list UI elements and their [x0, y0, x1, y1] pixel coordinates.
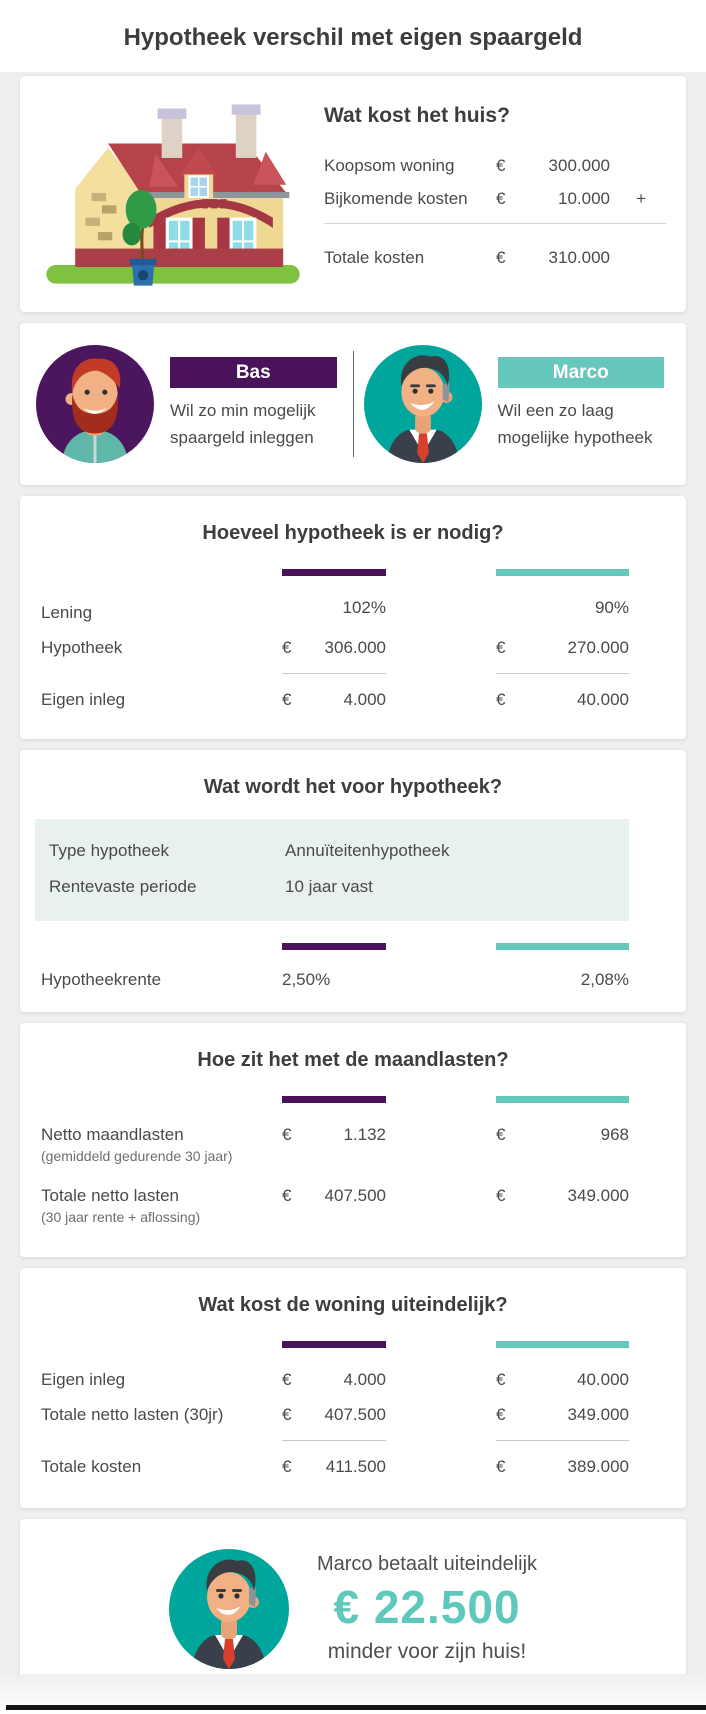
row-sublabel: (30 jaar rente + aflossing): [41, 1208, 201, 1225]
bas-value: 411.500: [325, 1456, 386, 1476]
currency-symbol: €: [496, 248, 506, 267]
currency-symbol: €: [282, 1404, 292, 1424]
row-sublabel: (gemiddeld gedurende 30 jaar): [41, 1147, 233, 1164]
cost-label: Totale kosten: [324, 248, 425, 267]
marco-value: 90%: [594, 597, 629, 617]
bas-color-bar: [282, 1096, 386, 1103]
row-netto-maandlasten: [20, 1125, 686, 1164]
bas-value: 102%: [342, 597, 386, 617]
bas-value: 407.500: [324, 1185, 386, 1205]
bas-description: Wil zo min mogelijk spaargeld inleggen: [170, 400, 316, 447]
mortgage-type-card: [20, 750, 686, 1012]
cost-row-koopsom: [324, 156, 666, 176]
marco-avatar-icon: [364, 345, 482, 463]
cost-value: 300.000: [548, 156, 610, 175]
mortgage-type-title: Wat wordt het voor hypotheek?: [203, 775, 503, 798]
info-label: Type hypotheek: [49, 840, 170, 860]
row-label: Lening: [41, 602, 93, 622]
mortgage-need-card: [20, 496, 686, 739]
info-label: Rentevaste periode: [49, 876, 197, 896]
comparison-bars: [20, 1096, 686, 1103]
info-value: Annuïteitenhypotheek: [285, 840, 450, 860]
persons-card: [20, 323, 686, 485]
page-header: [0, 0, 706, 72]
row-eigen-inleg: [20, 690, 686, 710]
house-cost-card: [20, 76, 686, 312]
row-rentevaste-periode: [35, 869, 629, 905]
marco-value: 40.000: [577, 1369, 629, 1389]
conclusion-amount: € 22.500: [333, 1581, 521, 1634]
row-totale-kosten: [20, 1457, 686, 1477]
conclusion-line2: minder voor zijn huis!: [327, 1640, 527, 1664]
comparison-bars: [20, 943, 686, 950]
currency-symbol: €: [282, 689, 292, 709]
row-label: Eigen inleg: [41, 1369, 126, 1389]
house-illustration: [34, 90, 312, 296]
comparison-bars: [20, 569, 686, 576]
currency-symbol: €: [282, 1185, 292, 1205]
row-label: Hypotheekrente: [41, 969, 162, 989]
bas-info: [170, 357, 337, 451]
row-label: Netto maandlasten: [41, 1124, 184, 1144]
currency-symbol: €: [496, 189, 506, 208]
currency-symbol: €: [496, 689, 506, 709]
currency-symbol: €: [496, 1185, 506, 1205]
bas-value: 4.000: [343, 1369, 386, 1389]
page-title: Hypotheek verschil met eigen spaargeld: [123, 24, 583, 51]
marco-name-badge: Marco: [498, 357, 665, 388]
bas-avatar-icon: [36, 345, 154, 463]
currency-symbol: €: [282, 1124, 292, 1144]
bas-name-badge: Bas: [170, 357, 337, 388]
marco-color-bar: [496, 943, 629, 950]
cost-value: 310.000: [548, 248, 610, 267]
marco-avatar: [169, 1549, 289, 1669]
bas-color-bar: [282, 569, 386, 576]
row-hypotheek: [20, 638, 686, 658]
row-lening: [20, 598, 686, 623]
marco-value: 389.000: [567, 1456, 629, 1476]
house-icon: [34, 90, 312, 296]
cost-label: Bijkomende kosten: [324, 189, 468, 208]
row-label: Totale netto lasten (30jr): [41, 1404, 224, 1424]
bas-color-bar: [282, 943, 386, 950]
comparison-bars: [20, 1341, 686, 1348]
sum-divider-row: [20, 1440, 686, 1441]
bas-value: 1.132: [343, 1124, 386, 1144]
plus-operator: +: [636, 189, 646, 208]
marco-value: 270.000: [567, 637, 629, 657]
mortgage-need-title: Hoeveel hypotheek is er nodig?: [202, 521, 504, 544]
cost-row-bijkomend: [324, 189, 666, 209]
row-label: Eigen inleg: [41, 689, 126, 709]
bas-avatar: [36, 345, 154, 463]
row-totale-netto-lasten: [20, 1186, 686, 1225]
bas-value: 306.000: [324, 637, 386, 657]
person-marco: [364, 345, 671, 463]
vertical-divider: [353, 351, 354, 457]
marco-color-bar: [496, 1341, 629, 1348]
marco-info: [498, 357, 665, 451]
monthly-costs-title: Hoe zit het met de maandlasten?: [197, 1048, 509, 1071]
currency-symbol: €: [496, 637, 506, 657]
final-cost-card: [20, 1268, 686, 1508]
currency-symbol: €: [496, 1456, 506, 1476]
currency-symbol: €: [282, 1456, 292, 1476]
mortgage-type-info-box: [35, 819, 629, 921]
marco-value: 349.000: [567, 1404, 629, 1424]
marco-avatar-icon: [169, 1549, 289, 1669]
row-hypotheekrente: [20, 970, 686, 990]
currency-symbol: €: [282, 1369, 292, 1389]
marco-description: Wil een zo laag mogelijke hypotheek: [497, 400, 653, 447]
conclusion-card: [20, 1519, 686, 1699]
conclusion-line1: Marco betaalt uiteindelijk: [316, 1553, 538, 1576]
marco-value: 40.000: [577, 689, 629, 709]
cost-label: Koopsom woning: [324, 156, 455, 175]
marco-value: 349.000: [567, 1185, 629, 1205]
person-bas: [36, 345, 343, 463]
currency-symbol: €: [282, 637, 292, 657]
marco-color-bar: [496, 569, 629, 576]
row-label: Totale kosten: [41, 1456, 142, 1476]
bottom-window-edge: [6, 1705, 706, 1710]
info-value: 10 jaar vast: [285, 876, 373, 896]
cards-container: [0, 72, 706, 1699]
bas-value: 407.500: [324, 1404, 386, 1424]
currency-symbol: €: [496, 1369, 506, 1389]
row-eigen-inleg: [20, 1370, 686, 1390]
cost-value: 10.000: [558, 189, 610, 208]
mortgage-need-table: [20, 545, 686, 710]
marco-color-bar: [496, 1096, 629, 1103]
final-cost-table: [20, 1317, 686, 1477]
marco-rate-value: 2,08%: [580, 969, 629, 989]
house-cost-table: [312, 90, 666, 296]
final-cost-title: Wat kost de woning uiteindelijk?: [198, 1293, 508, 1316]
bas-color-bar: [282, 1341, 386, 1348]
bas-rate-value: 2,50%: [282, 969, 331, 989]
row-label: Totale netto lasten: [41, 1185, 179, 1205]
marco-avatar: [364, 345, 482, 463]
monthly-costs-table: [20, 1072, 686, 1225]
monthly-costs-card: [20, 1023, 686, 1257]
cost-row-total: [324, 248, 666, 268]
conclusion-text: [317, 1553, 537, 1664]
sum-divider: [324, 223, 666, 224]
currency-symbol: €: [496, 1124, 506, 1144]
row-totale-netto-lasten-30jr: [20, 1405, 686, 1425]
row-type-hypotheek: [35, 833, 629, 869]
sum-divider-row: [20, 673, 686, 674]
currency-symbol: €: [496, 156, 506, 175]
row-label: Hypotheek: [41, 637, 123, 657]
currency-symbol: €: [496, 1404, 506, 1424]
bas-value: 4.000: [343, 689, 386, 709]
house-cost-title: Wat kost het huis?: [324, 104, 510, 127]
marco-value: 968: [600, 1124, 629, 1144]
